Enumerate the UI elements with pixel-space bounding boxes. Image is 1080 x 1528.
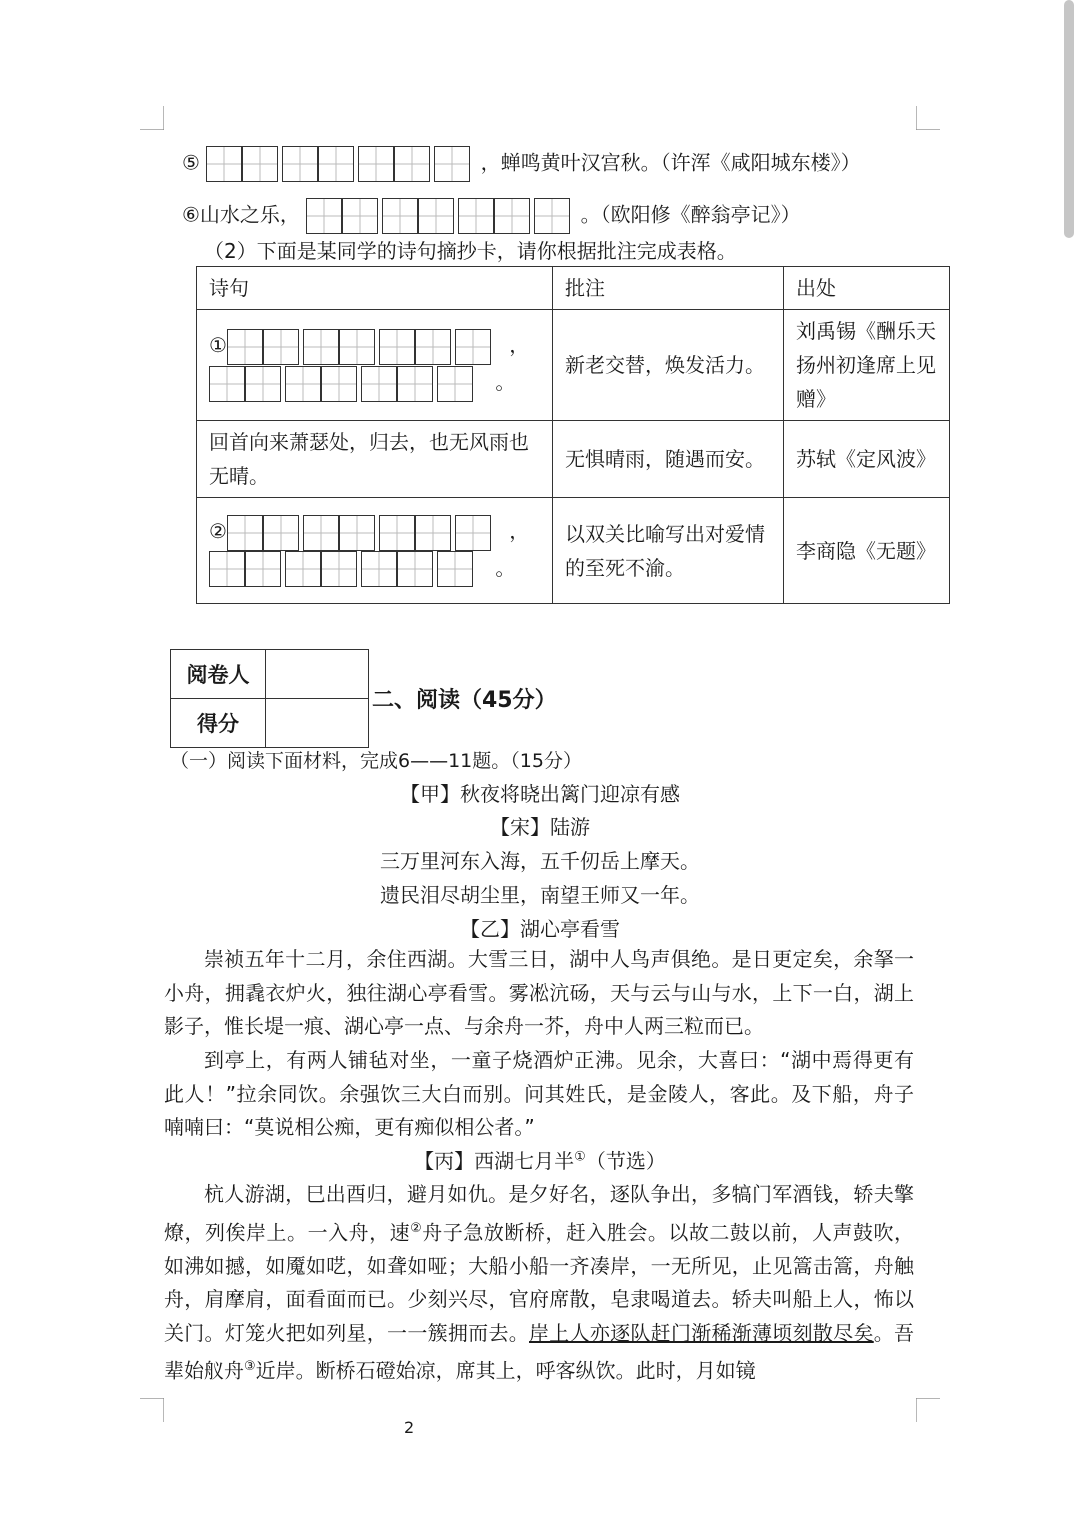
header-poem: 诗句 [197,267,553,310]
table-row [197,421,950,498]
scrollbar[interactable] [1064,0,1074,238]
poem-cell-3[interactable]: ② ， 。 [197,498,553,604]
answer-boxes[interactable] [206,146,474,182]
table-row [197,310,950,421]
reading-intro: （一）阅读下面材料，完成6——11题。（15分） [170,750,582,772]
poem-table [196,266,950,604]
page-number: 2 [404,1418,415,1437]
poem-jia-line-2: 遗民泪尽胡尘里，南望王师又一年。 [380,883,700,907]
table-header-row [197,267,950,310]
poem-jia-line-1: 三万里河东入海，五千仞岳上摩天。 [380,849,700,873]
footnote-mark: ① [574,1149,586,1165]
footnote-mark: ② [410,1220,423,1236]
poem-jia-author: 【宋】陆游 [490,815,590,839]
source-cell-3: 李商隐《无题》 [784,498,950,604]
fill-line-5 [182,146,861,182]
line-5-text: ，蝉鸣黄叶汉宫秋。（许浑《咸阳城东楼》） [480,150,861,175]
source-cell-1: 刘禹锡《酬乐天扬州初逢席上见赠》 [784,310,950,421]
text-yi-paragraph-1: 崇祯五年十二月，余住西湖。大雪三日，湖中人鸟声俱绝。是日更定矣，余拏一小舟，拥毳衣炉火，独往湖心亭看雪。雾凇沆砀，天与云与山与水，上下一白，湖上影子，惟长堤一痕、湖心亭一点、与余舟一芥，舟中人两三粒而已。 [164,947,914,1038]
header-note: 批注 [553,267,784,310]
corner-mark-bottom-right [916,1398,940,1422]
text-yi-title: 【乙】湖心亭看雪 [460,917,620,941]
note-cell-2: 无惧晴雨，随遇而安。 [553,421,784,498]
question-2: （2）下面是某同学的诗句摘抄卡，请你根据批注完成表格。 [204,239,737,263]
underlined-sentence: 岸上人亦逐队赶门渐稀渐薄顷刻散尽矣 [529,1320,874,1345]
item-marker: ⑤ [182,150,200,175]
corner-mark-top-right [916,106,940,130]
answer-boxes[interactable] [306,198,574,234]
reviewer-field[interactable] [266,650,369,699]
poem-cell-2: 回首向来萧瑟处，归去，也无风雨也无晴。 [197,421,553,498]
source-cell-2: 苏轼《定风波》 [784,421,950,498]
line-6-text: 。（欧阳修《醉翁亭记》） [580,202,801,227]
reviewer-label: 阅卷人 [171,650,266,699]
text-bing-paragraph: 杭人游湖，巳出酉归，避月如仇。是夕好名，逐队争出，多犒门军酒钱，轿夫擎燎，列俟岸上。一入舟，速②舟子急放断桥，赶入胜会。以故二鼓以前，人声鼓吹，如沸如撼，如魇如呓，如聋如哑；大船小船一齐凑岸，一无所见，止见篙击篙，舟触舟，肩摩肩，面看面而已。少刻兴尽，官府席散，皂隶喝道去。轿夫叫船上人，怖以关门。灯笼火把如列星，一一簇拥而去。岸上人亦逐队赶门渐稀渐薄顷刻散尽矣。吾辈始舣舟③近岸。断桥石磴始凉，席其上，呼客纵饮。此时，月如镜 [164,1182,915,1383]
text-yi-paragraph-2: 到亭上，有两人铺毡对坐，一童子烧酒炉正沸。见余，大喜曰：“湖中焉得更有此人！”拉余同饮。余强饮三大白而别。问其姓氏，是金陵人，客此。及下船，舟子喃喃曰：“莫说相公痴，更有痴似相公者。” [164,1048,914,1139]
header-source: 出处 [784,267,950,310]
poem-cell-1[interactable]: ① ， 。 [197,310,553,421]
table-row [197,498,950,604]
corner-mark-bottom-left [140,1398,164,1422]
corner-mark-top-left [140,106,164,130]
note-cell-3: 以双关比喻写出对爱情的至死不渝。 [553,498,784,604]
line-6-prefix: ⑥山水之乐， [182,202,300,227]
score-field[interactable] [266,699,369,748]
poem-jia-title: 【甲】秋夜将晓出篱门迎凉有感 [400,782,680,806]
text-bing-title: 【丙】西湖七月半①（节选） [414,1149,666,1173]
note-cell-1: 新老交替，焕发活力。 [553,310,784,421]
footnote-mark: ③ [244,1359,256,1375]
section-title: 二、阅读（45分） [372,688,557,713]
score-box [170,649,369,748]
score-label: 得分 [171,699,266,748]
fill-line-6 [182,198,801,234]
